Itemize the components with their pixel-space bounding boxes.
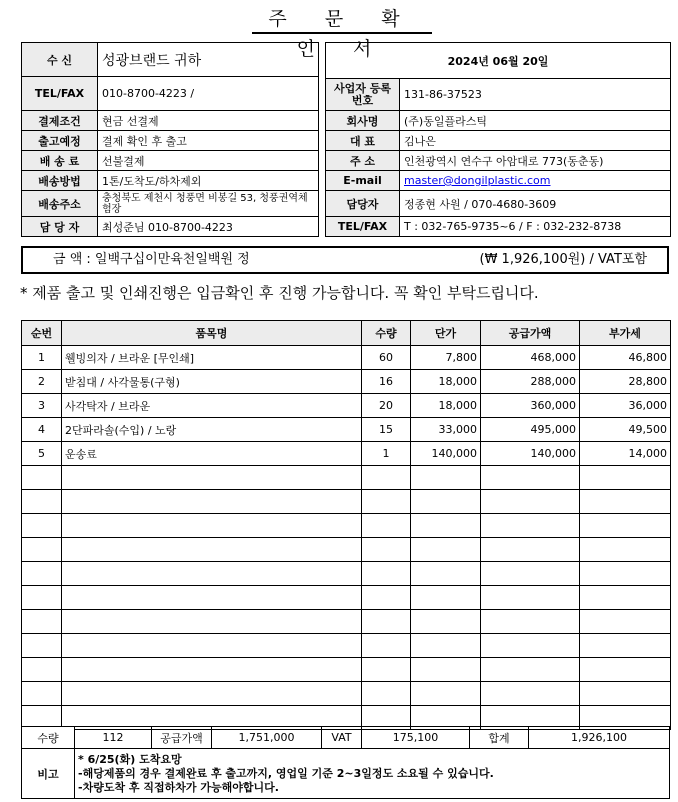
- remark-line: -차량도착 후 직접하차가 가능해야합니다.: [78, 780, 279, 794]
- header-supply: 공급가액: [481, 321, 580, 346]
- supplier-row-bizno: [326, 79, 671, 111]
- supplier-row-ceo: [326, 131, 671, 151]
- header-unit-price: 단가: [411, 321, 481, 346]
- total-sum-label: 합계: [470, 727, 529, 749]
- recipient-label-contact: 담 당 자: [22, 217, 98, 237]
- recipient-row-release: [22, 131, 319, 151]
- row-no: 4: [22, 418, 62, 442]
- row-unit-price: 18,000: [411, 370, 481, 394]
- payment-notice: * 제품 출고 및 인쇄진행은 입금확인 후 진행 가능합니다. 꼭 확인 부탁드립니다.: [20, 284, 539, 302]
- row-vat: 36,000: [580, 394, 671, 418]
- amount-figure: (₩ 1,926,100원) / VAT포함: [479, 252, 647, 267]
- total-qty: 112: [75, 727, 152, 749]
- row-no: 5: [22, 442, 62, 466]
- totals-row: [22, 727, 670, 749]
- row-supply: 360,000: [481, 394, 580, 418]
- header-qty: 수량: [362, 321, 411, 346]
- row-vat: 28,800: [580, 370, 671, 394]
- total-sum: 1,926,100: [529, 727, 670, 749]
- totals-table: [21, 726, 670, 749]
- supplier-email-link[interactable]: master@dongilplastic.com: [404, 174, 551, 187]
- total-supply-label: 공급가액: [152, 727, 212, 749]
- recipient-label-shipmethod: 배송방법: [22, 171, 98, 191]
- supplier-ceo: 김나은: [400, 131, 671, 151]
- supplier-bizno: 131-86-37523: [400, 79, 671, 111]
- recipient-row-shipfee: [22, 151, 319, 171]
- remark-content: [75, 749, 670, 799]
- supplier-row-address: [326, 151, 671, 171]
- total-qty-label: 수량: [22, 727, 75, 749]
- row-item: 사각탁자 / 브라운: [62, 394, 362, 418]
- row-supply: 288,000: [481, 370, 580, 394]
- order-date: 2024년 06월 20일: [326, 43, 671, 79]
- empty-row: [22, 466, 671, 490]
- row-unit-price: 140,000: [411, 442, 481, 466]
- remark-line: -해당제품의 경우 결제완료 후 출고까지, 영업일 기준 2~3일정도 소요될 수 있습니다.: [78, 766, 494, 780]
- recipient-row-payment: [22, 111, 319, 131]
- recipient-row-address: [22, 191, 319, 217]
- empty-row: [22, 562, 671, 586]
- supplier-label-manager: 담당자: [326, 191, 400, 217]
- recipient-label-payment: 결제조건: [22, 111, 98, 131]
- recipient-label-shipfee: 배 송 료: [22, 151, 98, 171]
- row-qty: 20: [362, 394, 411, 418]
- table-row: [22, 346, 671, 370]
- remark-label: 비고: [22, 749, 75, 799]
- supplier-row-email: [326, 171, 671, 191]
- recipient-label-telfax: TEL/FAX: [22, 77, 98, 111]
- header-no: 순번: [22, 321, 62, 346]
- document-title: 주 문 확 인 서: [252, 4, 432, 34]
- table-row: [22, 370, 671, 394]
- header-item: 품목명: [62, 321, 362, 346]
- empty-row: [22, 586, 671, 610]
- supplier-company: (주)동일플라스틱: [400, 111, 671, 131]
- row-qty: 1: [362, 442, 411, 466]
- recipient-name: 성광브랜드 귀하: [98, 43, 319, 77]
- supplier-address: 인천광역시 연수구 아암대로 773(동춘동): [400, 151, 671, 171]
- supplier-manager: 정종현 사원 / 070-4680-3609: [400, 191, 671, 217]
- row-item: 받침대 / 사각물통(구형): [62, 370, 362, 394]
- empty-row: [22, 610, 671, 634]
- row-supply: 495,000: [481, 418, 580, 442]
- total-supply: 1,751,000: [212, 727, 322, 749]
- empty-row: [22, 538, 671, 562]
- row-item: 운송료: [62, 442, 362, 466]
- recipient-release: 결제 확인 후 출고: [98, 131, 319, 151]
- empty-row: [22, 658, 671, 682]
- row-unit-price: 7,800: [411, 346, 481, 370]
- row-no: 2: [22, 370, 62, 394]
- row-supply: 468,000: [481, 346, 580, 370]
- supplier-label-company: 회사명: [326, 111, 400, 131]
- supplier-label-email: E-mail: [326, 171, 400, 191]
- recipient-row-contact: [22, 217, 319, 237]
- row-unit-price: 18,000: [411, 394, 481, 418]
- row-unit-price: 33,000: [411, 418, 481, 442]
- row-vat: 14,000: [580, 442, 671, 466]
- recipient-row-telfax: [22, 77, 319, 111]
- supplier-email-cell: [400, 171, 671, 191]
- items-header-row: [22, 321, 671, 346]
- header-vat: 부가세: [580, 321, 671, 346]
- total-vat-label: VAT: [322, 727, 362, 749]
- remark-row: [22, 749, 670, 799]
- row-no: 1: [22, 346, 62, 370]
- row-supply: 140,000: [481, 442, 580, 466]
- recipient-shipfee: 선불결제: [98, 151, 319, 171]
- remark-table: [21, 748, 670, 799]
- table-row: [22, 442, 671, 466]
- row-item: 웰빙의자 / 브라운 [무인쇄]: [62, 346, 362, 370]
- empty-row: [22, 682, 671, 706]
- row-qty: 16: [362, 370, 411, 394]
- recipient-address: 충청북도 제천시 청풍면 비봉길 53, 청풍권역체험장: [98, 191, 319, 217]
- empty-row: [22, 634, 671, 658]
- remark-line: * 6/25(화) 도착요망: [78, 752, 182, 766]
- recipient-contact: 최성준님 010-8700-4223: [98, 217, 319, 237]
- recipient-row-shipmethod: [22, 171, 319, 191]
- empty-row: [22, 490, 671, 514]
- supplier-label-address: 주 소: [326, 151, 400, 171]
- amount-box: [21, 246, 669, 274]
- supplier-row-telfax: [326, 217, 671, 237]
- row-vat: 49,500: [580, 418, 671, 442]
- row-vat: 46,800: [580, 346, 671, 370]
- supplier-telfax: T : 032-765-9735~6 / F : 032-232-8738: [400, 217, 671, 237]
- supplier-row-date: [326, 43, 671, 79]
- amount-text: 금 액 : 일백구십이만육천일백원 정: [53, 252, 250, 267]
- empty-row: [22, 514, 671, 538]
- row-no: 3: [22, 394, 62, 418]
- row-qty: 60: [362, 346, 411, 370]
- table-row: [22, 418, 671, 442]
- recipient-label-address: 배송주소: [22, 191, 98, 217]
- supplier-label-bizno: 사업자 등록번호: [326, 79, 400, 111]
- supplier-label-ceo: 대 표: [326, 131, 400, 151]
- recipient-payment: 현금 선결제: [98, 111, 319, 131]
- recipient-table: [21, 42, 319, 237]
- supplier-row-company: [326, 111, 671, 131]
- total-vat: 175,100: [362, 727, 470, 749]
- items-table: [21, 320, 671, 730]
- supplier-row-manager: [326, 191, 671, 217]
- recipient-shipmethod: 1톤/도착도/하차제외: [98, 171, 319, 191]
- supplier-table: [325, 42, 671, 237]
- recipient-label-to: 수 신: [22, 43, 98, 77]
- row-item: 2단파라솔(수입) / 노랑: [62, 418, 362, 442]
- recipient-row-to: [22, 43, 319, 77]
- recipient-telfax: 010-8700-4223 /: [98, 77, 319, 111]
- supplier-label-telfax: TEL/FAX: [326, 217, 400, 237]
- recipient-label-release: 출고예정: [22, 131, 98, 151]
- table-row: [22, 394, 671, 418]
- row-qty: 15: [362, 418, 411, 442]
